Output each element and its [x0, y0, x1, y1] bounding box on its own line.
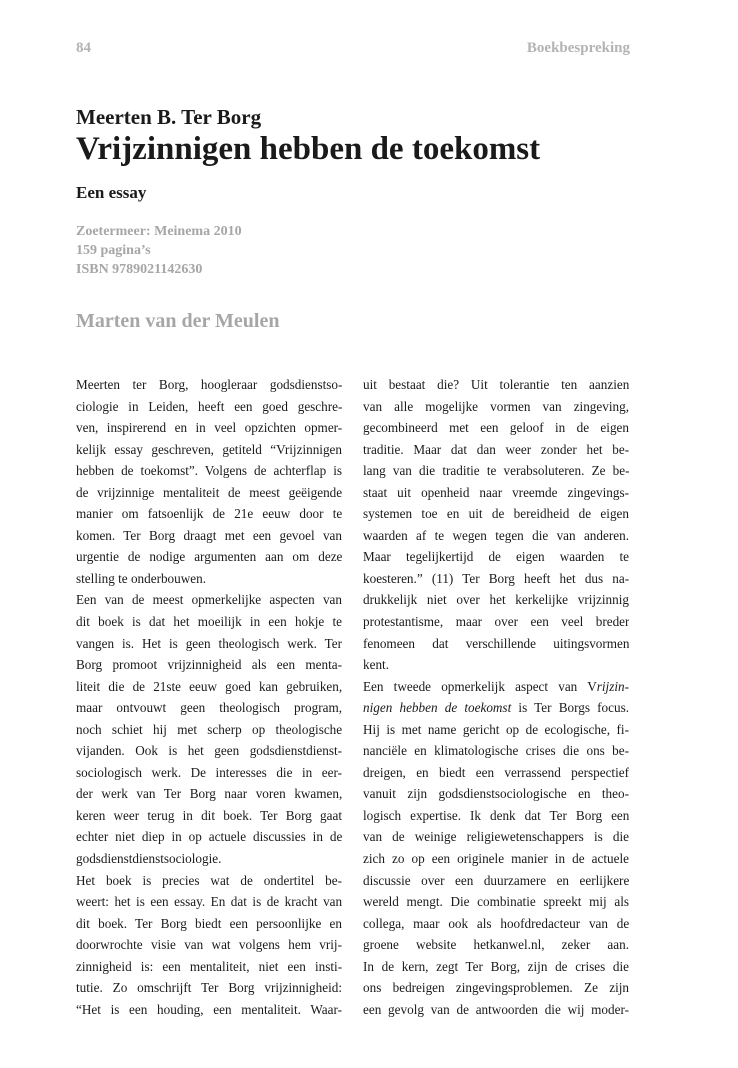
page-count: 159 pagina’s: [76, 243, 151, 258]
text-run: dreigen, en biedt een verrassend perspectief: [363, 764, 629, 780]
text-run: tutie. Zo omschrijft Ter Borg vrijzinnigheid:: [76, 980, 342, 996]
text-line: [363, 482, 629, 504]
text-line: [76, 719, 342, 741]
text-line: [363, 913, 629, 935]
italic-run: nigen hebben de toekomst: [363, 700, 512, 716]
text-run: traditie. Maar dat dan weer zonder het be-: [363, 441, 629, 457]
text-line: [76, 654, 342, 676]
text-run: zich zo op een originele manier in de actuele: [363, 851, 629, 867]
text-line: [363, 460, 629, 482]
text-line: [363, 891, 629, 913]
text-run: waarden af te wegen tegen die van anderen.: [363, 527, 629, 543]
text-run: noch schiet hij met scherp op theologische: [76, 721, 342, 737]
text-line: [76, 676, 342, 698]
text-run: systemen toe en uit de bereidheid de eigen: [363, 506, 629, 522]
text-run: nanciële en klimatologische crises die ons be-: [363, 743, 629, 759]
text-run: is Ter Borgs focus.: [511, 700, 629, 716]
text-run: “Het is een houding, een mentaliteit. Waar-: [76, 1001, 342, 1017]
section-title: Boekbespreking: [526, 40, 630, 56]
text-line: [76, 396, 342, 418]
italic-run: rijzin-: [596, 678, 629, 694]
text-line: [76, 870, 342, 892]
text-line: [76, 546, 342, 568]
text-run: protestantisme, maar over een veel breder: [363, 614, 629, 630]
text-run: lang van die traditie te verabsoluteren. Ze be-: [363, 463, 629, 479]
text-line: [76, 826, 342, 848]
text-run: zinnigheid is: een mentaliteit, niet een insti-: [76, 958, 342, 974]
text-run: maar ontvouwt geen theologisch program,: [76, 700, 342, 716]
text-line: [363, 439, 629, 461]
text-run: van alle mogelijke vormen van zingeving,: [363, 398, 629, 414]
text-line: [76, 697, 342, 719]
text-run: uit bestaat die? Uit tolerantie ten aanzien: [363, 377, 629, 392]
text-column-right: [363, 374, 629, 1020]
text-line: [363, 546, 629, 568]
text-line: [363, 417, 629, 439]
text-line: [76, 913, 342, 935]
text-line: [363, 740, 629, 762]
text-run: liteit die de 21ste eeuw goed kan gebruiken,: [76, 678, 342, 694]
text-line: [363, 697, 629, 719]
text-line: [363, 977, 629, 999]
text-line: [76, 568, 342, 590]
text-line: [76, 482, 342, 504]
text-run: drukkelijk niet over het kerkelijke vrijzinnig: [363, 592, 629, 608]
text-line: [76, 783, 342, 805]
text-line: [76, 977, 342, 999]
text-run: dit boek. Ter Borg biedt een persoonlijke en: [76, 915, 342, 931]
text-line: [363, 611, 629, 633]
text-line: [363, 676, 629, 698]
running-head: [76, 40, 630, 62]
text-line: [76, 740, 342, 762]
page-number: 84: [76, 40, 91, 56]
text-run: Maar tegelijkertijd de eigen waarden te: [363, 549, 629, 565]
text-column-left: [76, 374, 342, 1020]
text-line: [363, 870, 629, 892]
text-line: [76, 611, 342, 633]
text-run: keren weer terug in dit boek. Ter Borg gaat: [76, 807, 342, 823]
text-line: [76, 956, 342, 978]
text-run: sociologisch werk. De interesses die in eer-: [76, 764, 342, 780]
text-line: [76, 589, 342, 611]
text-run: weert: het is een essay. En dat is de kracht van: [76, 894, 342, 910]
isbn: ISBN 9789021142630: [76, 262, 203, 277]
text-line: [363, 568, 629, 590]
publisher: Zoetermeer: Meinema 2010: [76, 224, 242, 239]
text-line: [76, 805, 342, 827]
text-run: dit boek is dat het moeilijk in een hokje te: [76, 614, 342, 630]
text-run: In de kern, zegt Ter Borg, zijn de crises die: [363, 958, 629, 974]
text-line: [363, 848, 629, 870]
text-run: groene website hetkanwel.nl, zeker aan.: [363, 937, 629, 953]
text-run: ciologie in Leiden, heeft een goed geschre-: [76, 398, 342, 414]
text-run: vangen is. Het is geen theologisch werk. Ter: [76, 635, 342, 651]
text-run: discussie over een duurzamere en eerlijkere: [363, 872, 629, 888]
text-run: collega, maar ook als hoofdredacteur van de: [363, 915, 629, 931]
text-line: [76, 525, 342, 547]
publication-details: [76, 222, 636, 279]
text-run: echter niet diep in op actuele discussies in de: [76, 829, 342, 845]
book-author: Meerten B. Ter Borg: [76, 105, 262, 129]
text-run: der werk van Ter Borg naar voren kwamen,: [76, 786, 342, 802]
text-line: [76, 374, 342, 396]
text-line: [363, 589, 629, 611]
text-line: [76, 439, 342, 461]
text-run: wereld mengt. Die combinatie spreekt mij als: [363, 894, 629, 910]
text-line: [363, 719, 629, 741]
text-line: [76, 934, 342, 956]
text-run: godsdienstdienstsociologie.: [76, 851, 222, 867]
book-header: [76, 104, 636, 279]
text-line: [76, 460, 342, 482]
text-line: [76, 848, 342, 870]
text-run: staat uit openheid naar vreemde zingevings-: [363, 484, 629, 500]
text-run: koesteren.” (11) Ter Borg heeft het dus na-: [363, 570, 629, 586]
text-line: [363, 525, 629, 547]
text-run: van de weinige religiewetenschappers is die: [363, 829, 629, 845]
text-run: stelling te onderbouwen.: [76, 570, 207, 586]
book-subtitle: Een essay: [76, 183, 147, 202]
text-run: vanuit zijn godsdienstsociologische en theo-: [363, 786, 629, 802]
text-run: Hij is met name gericht op de ecologische, fi-: [363, 721, 629, 737]
text-run: urgentie de nodige argumenten aan om deze: [76, 549, 342, 565]
text-run: fenomeen dat verschillende uitingsvormen: [363, 635, 629, 651]
text-line: [76, 503, 342, 525]
text-line: [76, 417, 342, 439]
text-line: [363, 999, 629, 1021]
text-line: [363, 654, 629, 676]
text-run: de vrijzinnige mentaliteit de meest geëigende: [76, 484, 342, 500]
text-run: een gevolg van de antwoorden die wij moder-: [363, 1001, 629, 1017]
text-run: ven, inspirerend en in veel opzichten opmer-: [76, 420, 342, 436]
text-run: manier om fatsoenlijk de 21e eeuw door te: [76, 506, 342, 522]
text-run: kelijk essay geschreven, getiteld “Vrijzinnigen: [76, 441, 342, 457]
text-line: [363, 396, 629, 418]
text-line: [363, 783, 629, 805]
text-run: Het boek is precies wat de ondertitel be-: [76, 872, 342, 888]
text-line: [363, 826, 629, 848]
book-title: Vrijzinnigen hebben de toekomst: [76, 131, 541, 167]
text-run: Een van de meest opmerkelijke aspecten van: [76, 592, 342, 608]
text-line: [363, 374, 629, 396]
reviewer-name: Marten van der Meulen: [76, 310, 280, 332]
text-run: Meerten ter Borg, hoogleraar godsdienstso-: [76, 377, 342, 392]
text-run: hebben de toekomst”. Volgens de achterflap is: [76, 463, 342, 479]
text-line: [363, 956, 629, 978]
text-line: [76, 633, 342, 655]
text-line: [76, 999, 342, 1021]
text-line: [363, 934, 629, 956]
text-run: ons bedreigen zingevingsproblemen. Ze zijn: [363, 980, 629, 996]
text-line: [76, 891, 342, 913]
text-run: doorwrochte visie van wat volgens hem vrij-: [76, 937, 342, 953]
text-line: [363, 503, 629, 525]
text-run: Borg promoot vrijzinnigheid als een menta-: [76, 657, 342, 673]
text-line: [363, 762, 629, 784]
text-run: Een tweede opmerkelijk aspect van V: [363, 678, 597, 694]
text-run: gecombineerd met een geloof in de eigen: [363, 420, 629, 436]
text-run: vijanden. Ook is het geen godsdienstdienst-: [76, 743, 342, 759]
text-run: logisch expertise. Ik denk dat Ter Borg een: [363, 807, 629, 823]
text-run: kent.: [363, 657, 390, 673]
text-line: [76, 762, 342, 784]
text-line: [363, 633, 629, 655]
text-line: [363, 805, 629, 827]
text-run: komen. Ter Borg draagt met een gevoel van: [76, 527, 342, 543]
